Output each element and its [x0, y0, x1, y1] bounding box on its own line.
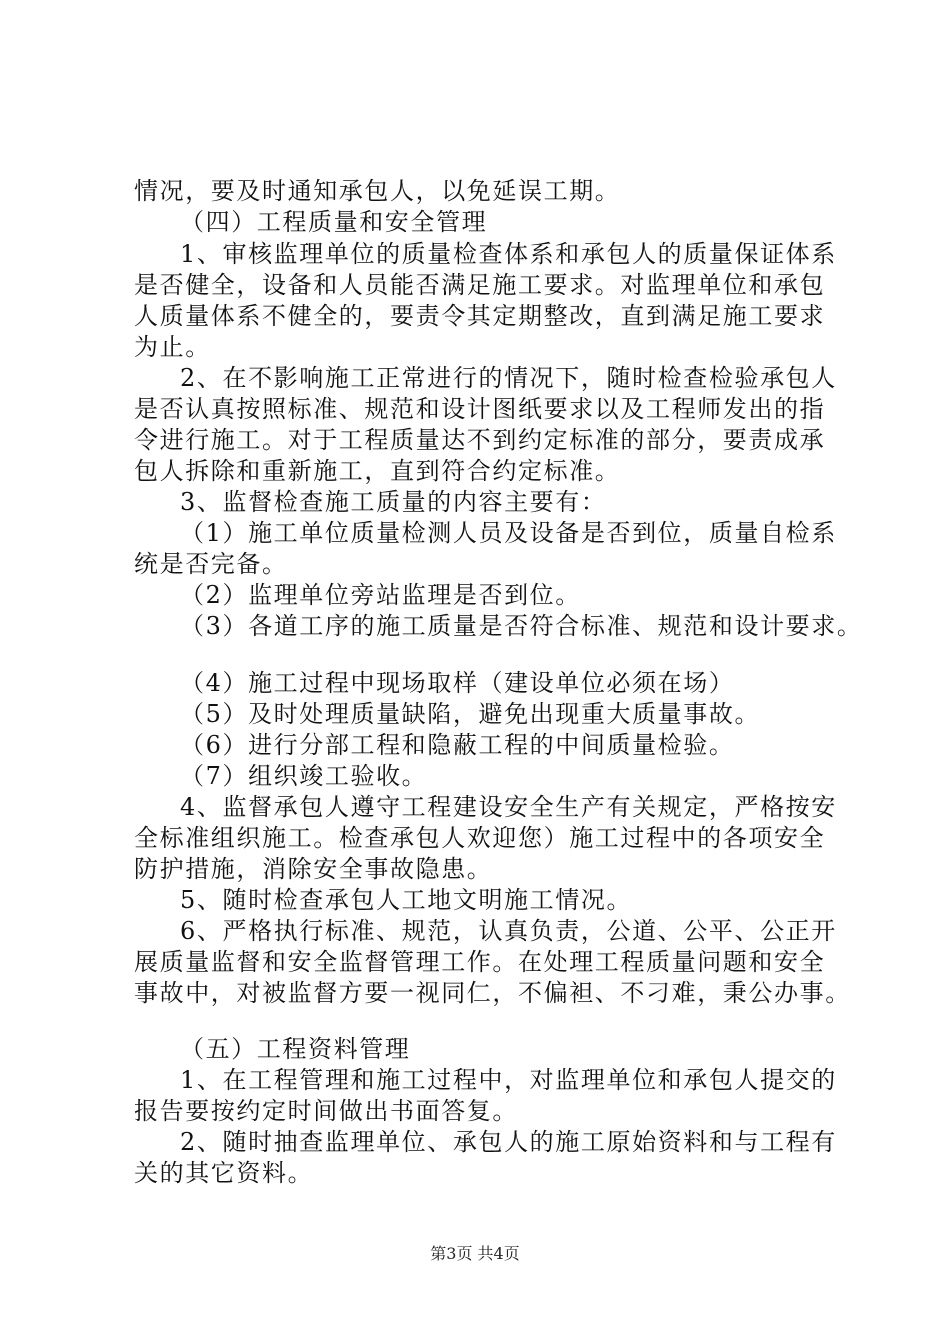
- text-line: 事故中，对被监督方要一视同仁，不偏袒、不刁难，秉公办事。: [134, 979, 851, 1007]
- text-line: 4、监督承包人遵守工程建设安全生产有关规定，严格按安: [180, 793, 837, 821]
- text-line: 1、在工程管理和施工过程中，对监理单位和承包人提交的: [180, 1066, 837, 1094]
- text-line: 全标准组织施工。检查承包人欢迎您）施工过程中的各项安全: [134, 824, 826, 852]
- text-line: 统是否完备。: [134, 550, 288, 578]
- text-line: 为止。: [134, 333, 211, 361]
- page-number-footer: 第3页 共4页: [430, 1244, 520, 1263]
- text-line: （7）组织竣工验收。: [180, 762, 428, 790]
- text-line: 情况，要及时通知承包人，以免延误工期。: [134, 177, 621, 205]
- text-line: （4）施工过程中现场取样（建设单位必须在场）: [180, 669, 735, 697]
- text-line: 防护措施，消除安全事故隐患。: [134, 855, 493, 883]
- section-heading: （五）工程资料管理: [180, 1035, 411, 1063]
- text-line: 报告要按约定时间做出书面答复。: [134, 1097, 518, 1125]
- text-line: 6、严格执行标准、规范，认真负责，公道、公平、公正开: [180, 917, 837, 945]
- text-line: 是否健全，设备和人员能否满足施工要求。对监理单位和承包: [134, 271, 826, 299]
- text-line: 1、审核监理单位的质量检查体系和承包人的质量保证体系: [180, 240, 837, 268]
- text-line: （5）及时处理质量缺陷，避免出现重大质量事故。: [180, 700, 761, 728]
- text-line: 5、随时检查承包人工地文明施工情况。: [180, 886, 633, 914]
- text-line: 令进行施工。对于工程质量达不到约定标准的部分，要责成承: [134, 426, 826, 454]
- text-line: 包人拆除和重新施工，直到符合约定标准。: [134, 457, 621, 485]
- text-line: 2、在不影响施工正常进行的情况下，随时检查检验承包人: [180, 364, 837, 392]
- text-line: （2）监理单位旁站监理是否到位。: [180, 581, 581, 609]
- text-line: 是否认真按照标准、规范和设计图纸要求以及工程师发出的指: [134, 395, 826, 423]
- section-heading: （四）工程质量和安全管理: [180, 208, 488, 236]
- text-line: 展质量监督和安全监督管理工作。在处理工程质量问题和安全: [134, 948, 826, 976]
- text-line: （1）施工单位质量检测人员及设备是否到位，质量自检系: [180, 519, 837, 547]
- text-line: （6）进行分部工程和隐蔽工程的中间质量检验。: [180, 731, 735, 759]
- text-line: （3）各道工序的施工质量是否符合标准、规范和设计要求。: [180, 612, 863, 640]
- text-line: 关的其它资料。: [134, 1159, 314, 1187]
- text-line: 3、监督检查施工质量的内容主要有：: [180, 488, 607, 516]
- text-line: 人质量体系不健全的，要责令其定期整改，直到满足施工要求: [134, 302, 826, 330]
- text-line: 2、随时抽查监理单位、承包人的施工原始资料和与工程有: [180, 1128, 837, 1156]
